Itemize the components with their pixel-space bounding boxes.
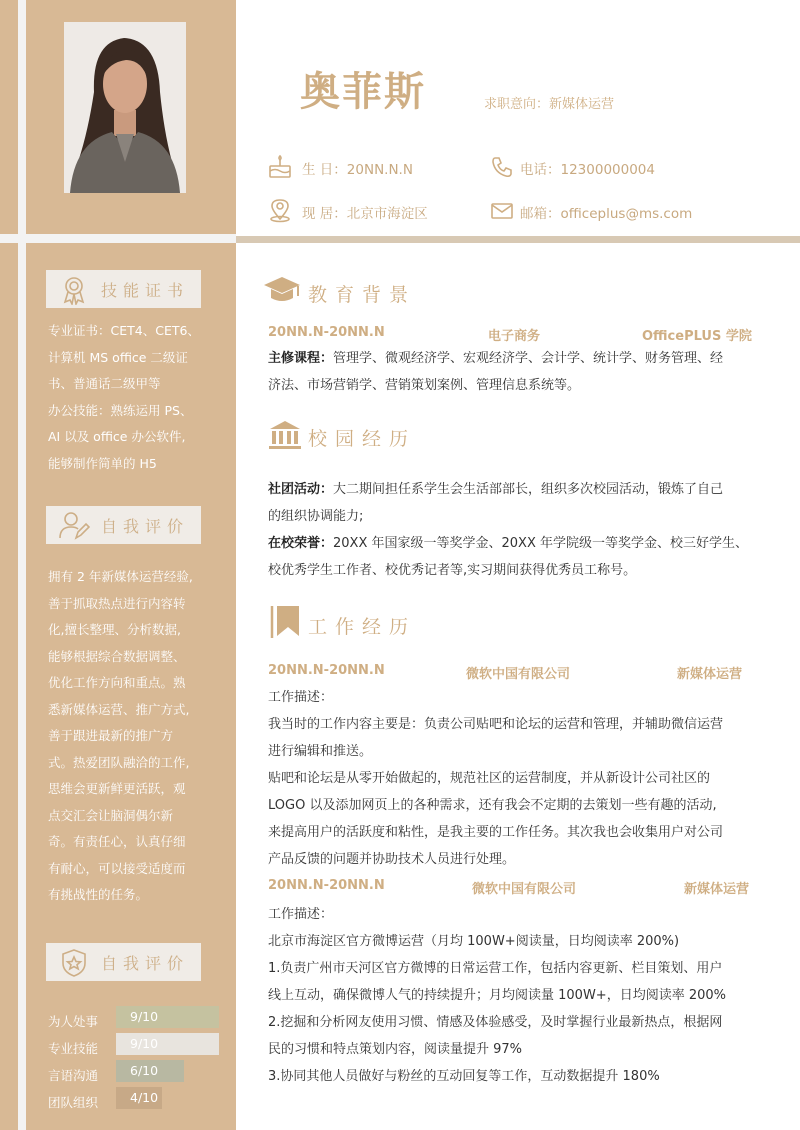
honor-text: 20XX 年国家级一等奖学金、20XX 年学院级一等奖学金、校三好学生、 xyxy=(333,536,748,551)
self-eval-line: 拥有 2 年新媒体运营经验, xyxy=(48,569,193,584)
self-eval-line: 奇。有责任心，认真仔细 xyxy=(48,834,186,849)
education-school: OfficePLUS 学院 xyxy=(642,329,752,344)
rating-value: 6/10 xyxy=(130,1063,159,1078)
job-line: 工作描述： xyxy=(268,690,334,705)
job-line: 2.挖掘和分析网友使用习惯、情感及体验感受，及时掌握行业最新热点，根据网 xyxy=(268,1015,723,1030)
building-icon xyxy=(268,419,302,451)
job-line: 我当时的工作内容主要是：负责公司贴吧和论坛的运营和管理，并辅助微信运营 xyxy=(268,717,724,732)
honor-label: 在校荣誉： xyxy=(268,536,334,551)
rating-value: 9/10 xyxy=(130,1009,159,1024)
job-line: 产品反馈的问题并协助技术人员进行处理。 xyxy=(268,852,516,867)
header-divider-line xyxy=(236,236,800,243)
club-text: 的组织协调能力; xyxy=(268,509,364,524)
job-company: 微软中国有限公司 xyxy=(472,882,577,897)
campus-content xyxy=(268,476,768,584)
self-eval-line: 式。热爱团队融洽的工作, xyxy=(48,754,190,770)
cake-icon xyxy=(267,154,293,180)
skills-line: AI 以及 office 办公软件, xyxy=(48,429,186,444)
self-eval-line: 有耐心，可以接受适度而 xyxy=(48,860,186,876)
rating-value: 4/10 xyxy=(130,1090,159,1105)
candidate-name: 奥菲斯 xyxy=(300,69,426,115)
email-icon xyxy=(490,201,514,221)
skills-line: 能够制作简单的 H5 xyxy=(48,455,157,471)
skills-line: 办公技能：熟练运用 PS、 xyxy=(48,402,193,418)
campus-title: 校园经历 xyxy=(308,428,417,450)
job-line: 线上互动，确保微博人气的持续提升；月均阅读量 100W+，日均阅读率 200% xyxy=(268,988,726,1003)
self-eval-text xyxy=(48,564,218,909)
rating-label: 为人处事 xyxy=(48,1014,99,1029)
job-description xyxy=(268,684,768,873)
job-line: 进行编辑和推送。 xyxy=(268,744,373,759)
job-company: 微软中国有限公司 xyxy=(466,667,571,682)
course-text: 济法、市场营销学、营销策划案例、管理信息系统等。 xyxy=(268,378,581,393)
skills-text xyxy=(48,318,218,477)
job-line: 1.负责广州市天河区官方微博的日常运营工作，包括内容更新、栏目策划、用户 xyxy=(268,961,723,976)
skills-line: 书、普通话二级甲等 xyxy=(48,376,161,391)
email-info: 邮箱：officeplus@ms.com xyxy=(520,206,693,222)
job-date: 20NN.N-20NN.N xyxy=(268,878,385,893)
self-eval-title: 自我评价 xyxy=(101,517,190,536)
rating-bar xyxy=(116,1060,230,1082)
course-text: 管理学、微观经济学、宏观经济学、会计学、统计学、财务管理、经 xyxy=(333,351,724,366)
graduation-cap-icon xyxy=(262,274,302,306)
phone-info: 电话：12300000004 xyxy=(520,162,655,178)
job-line: 来提高用户的活跃度和粘性，是我主要的工作任务。其次我也会收集用户对公司 xyxy=(268,825,724,840)
rating-bar xyxy=(116,1087,230,1109)
phone-icon xyxy=(490,155,514,179)
job-line: LOGO 以及添加网页上的各种需求，还有我会不定期的去策划一些有趣的活动, xyxy=(268,798,717,813)
education-major: 电子商务 xyxy=(488,329,541,344)
club-label: 社团活动： xyxy=(268,482,334,497)
course-label: 主修课程： xyxy=(268,351,334,366)
shield-star-icon xyxy=(60,948,88,978)
bookmark-icon xyxy=(270,602,304,640)
award-icon xyxy=(60,275,88,305)
skills-line: 计算机 MS office 二级证 xyxy=(48,349,188,365)
self-eval-line: 化,擅长整理、分析数据, xyxy=(48,622,181,637)
self-eval-line: 悉新媒体运营、推广方式, xyxy=(48,701,190,717)
self-eval-line: 优化工作方向和重点。熟 xyxy=(48,675,186,690)
ratings-header xyxy=(46,943,201,981)
self-eval-line: 思维会更新鲜更活跃，观 xyxy=(48,781,186,796)
job-line: 北京市海淀区官方微博运营（月均 100W+阅读量，日均阅读率 200%) xyxy=(268,934,680,949)
education-date: 20NN.N-20NN.N xyxy=(268,325,385,340)
self-eval-line: 点交汇会让脑洞偶尔新 xyxy=(48,807,174,823)
self-eval-line: 善于抓取热点进行内容转 xyxy=(48,595,186,611)
work-title: 工作经历 xyxy=(308,616,417,638)
job-line: 3.协同其他人员做好与粉丝的互动回复等工作，互动数据提升 180% xyxy=(268,1069,660,1084)
rating-label: 专业技能 xyxy=(48,1041,99,1056)
skills-line: 专业证书：CET4、CET6、 xyxy=(48,323,200,338)
education-title: 教育背景 xyxy=(308,284,417,306)
residence-info: 现 居：北京市海淀区 xyxy=(302,206,428,222)
job-position: 新媒体运营 xyxy=(677,667,743,682)
user-edit-icon xyxy=(58,510,90,540)
job-line: 工作描述： xyxy=(268,907,334,922)
job-description xyxy=(268,901,768,1090)
sidebar-vertical-line xyxy=(18,0,26,1130)
job-date: 20NN.N-20NN.N xyxy=(268,663,385,678)
location-icon xyxy=(267,197,293,223)
job-line: 民的习惯和特点策划内容，阅读量提升 97% xyxy=(268,1042,523,1057)
self-eval-line: 能够根据综合数据调整、 xyxy=(48,648,186,664)
rating-bar xyxy=(116,1006,230,1028)
rating-value: 9/10 xyxy=(130,1036,159,1051)
self-eval-line: 善于跟进最新的推广方 xyxy=(48,728,174,743)
birth-info: 生 日：20NN.N.N xyxy=(302,162,413,178)
profile-photo xyxy=(64,22,186,193)
rating-label: 言语沟通 xyxy=(48,1068,99,1083)
honor-text: 校优秀学生工作者、校优秀记者等,实习期间获得优秀员工称号。 xyxy=(268,563,637,578)
club-text: 大二期间担任系学生会生活部部长，组织多次校园活动，锻炼了自己 xyxy=(333,482,724,497)
skills-title: 技能证书 xyxy=(101,281,190,300)
job-intent: 求职意向：新媒体运营 xyxy=(484,97,615,112)
rating-label: 团队组织 xyxy=(48,1095,99,1110)
ratings-title: 自我评价 xyxy=(101,954,190,973)
skills-header xyxy=(46,270,201,308)
self-eval-line: 有挑战性的任务。 xyxy=(48,887,149,902)
sidebar-horizontal-line xyxy=(0,234,236,243)
education-courses xyxy=(268,345,768,399)
rating-bar xyxy=(116,1033,230,1055)
job-position: 新媒体运营 xyxy=(684,882,750,897)
job-line: 贴吧和论坛是从零开始做起的，规范社区的运营制度，并从新设计公司社区的 xyxy=(268,771,711,786)
self-eval-header xyxy=(46,506,201,544)
